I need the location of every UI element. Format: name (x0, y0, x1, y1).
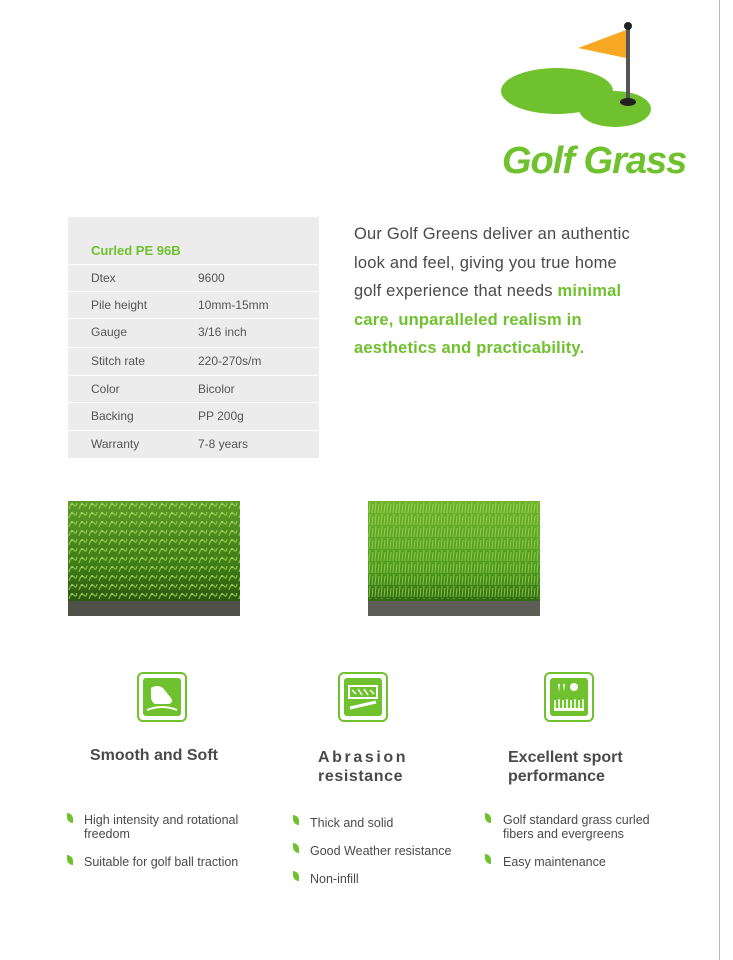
spec-value: Bicolor (198, 382, 235, 396)
spec-value: 7-8 years (198, 437, 249, 451)
feature-title-line: performance (508, 768, 605, 785)
leaf-bullet-icon (293, 843, 299, 853)
intro-highlight: minimal (557, 282, 622, 300)
spec-key: Warranty (91, 437, 140, 451)
intro-line (354, 277, 684, 306)
feature-bullet: Suitable for golf ball traction (84, 855, 239, 869)
leaf-bullet-icon (293, 815, 299, 825)
leaf-bullet-icon (67, 813, 73, 823)
logo-text: Golf Grass (502, 140, 687, 182)
curled-grass-photo (68, 501, 240, 616)
spec-key: Gauge (91, 325, 128, 339)
spec-row (68, 318, 319, 345)
spec-row (68, 402, 319, 429)
spec-value: 9600 (198, 271, 225, 285)
leaf-bullet-icon (293, 871, 299, 881)
leaf-bullet-icon (485, 854, 491, 864)
feature-title-line: Abrasion (318, 749, 409, 766)
intro-text: golf experience that needs (354, 282, 558, 300)
straight-grass-photo (368, 501, 540, 616)
feature-bullet: Easy maintenance (503, 855, 606, 869)
intro-paragraph (354, 220, 684, 363)
feature-title (318, 748, 438, 786)
spec-row (68, 291, 319, 318)
spec-key: Dtex (91, 271, 116, 285)
page-border (719, 0, 720, 960)
spec-value: 10mm-15mm (198, 298, 269, 312)
spec-value: PP 200g (198, 409, 244, 423)
feature-bullet: Good Weather resistance (310, 844, 452, 858)
intro-highlight: care, unparalleled realism in (354, 310, 582, 329)
feature-bullet: Non-infill (310, 872, 359, 886)
spec-table (68, 217, 319, 458)
sun-rain-grass-icon (544, 672, 594, 722)
spec-key: Pile height (91, 298, 148, 312)
spec-key: Backing (91, 409, 134, 423)
feature-title-line: Excellent sport (508, 749, 623, 766)
feature-title (508, 748, 668, 786)
intro-line: look and feel, giving you true home (354, 253, 617, 272)
spec-key: Color (91, 382, 120, 396)
spec-value: 220-270s/m (198, 354, 262, 368)
feature-bullet: High intensity and rotational freedom (84, 813, 239, 841)
spec-row (68, 375, 319, 402)
feature-bullet: Golf standard grass curled fibers and evergreens (503, 813, 650, 841)
spec-row (68, 430, 319, 457)
leaf-bullet-icon (67, 855, 73, 865)
intro-line: Our Golf Greens deliver an authentic (354, 225, 630, 243)
feature-bullet: Thick and solid (310, 816, 394, 830)
spec-row (68, 264, 319, 291)
spec-value: 3/16 inch (198, 325, 247, 339)
shoe-on-grass-icon (137, 672, 187, 722)
spec-row (68, 347, 319, 374)
leaf-bullet-icon (485, 813, 491, 823)
spec-title: Curled PE 96B (91, 243, 181, 258)
feature-title: Smooth and Soft (90, 747, 218, 764)
spec-key: Stitch rate (91, 354, 146, 368)
abrasion-grass-icon (338, 672, 388, 722)
feature-title-line: resistance (318, 768, 404, 785)
intro-highlight: aesthetics and practicability. (354, 339, 585, 357)
